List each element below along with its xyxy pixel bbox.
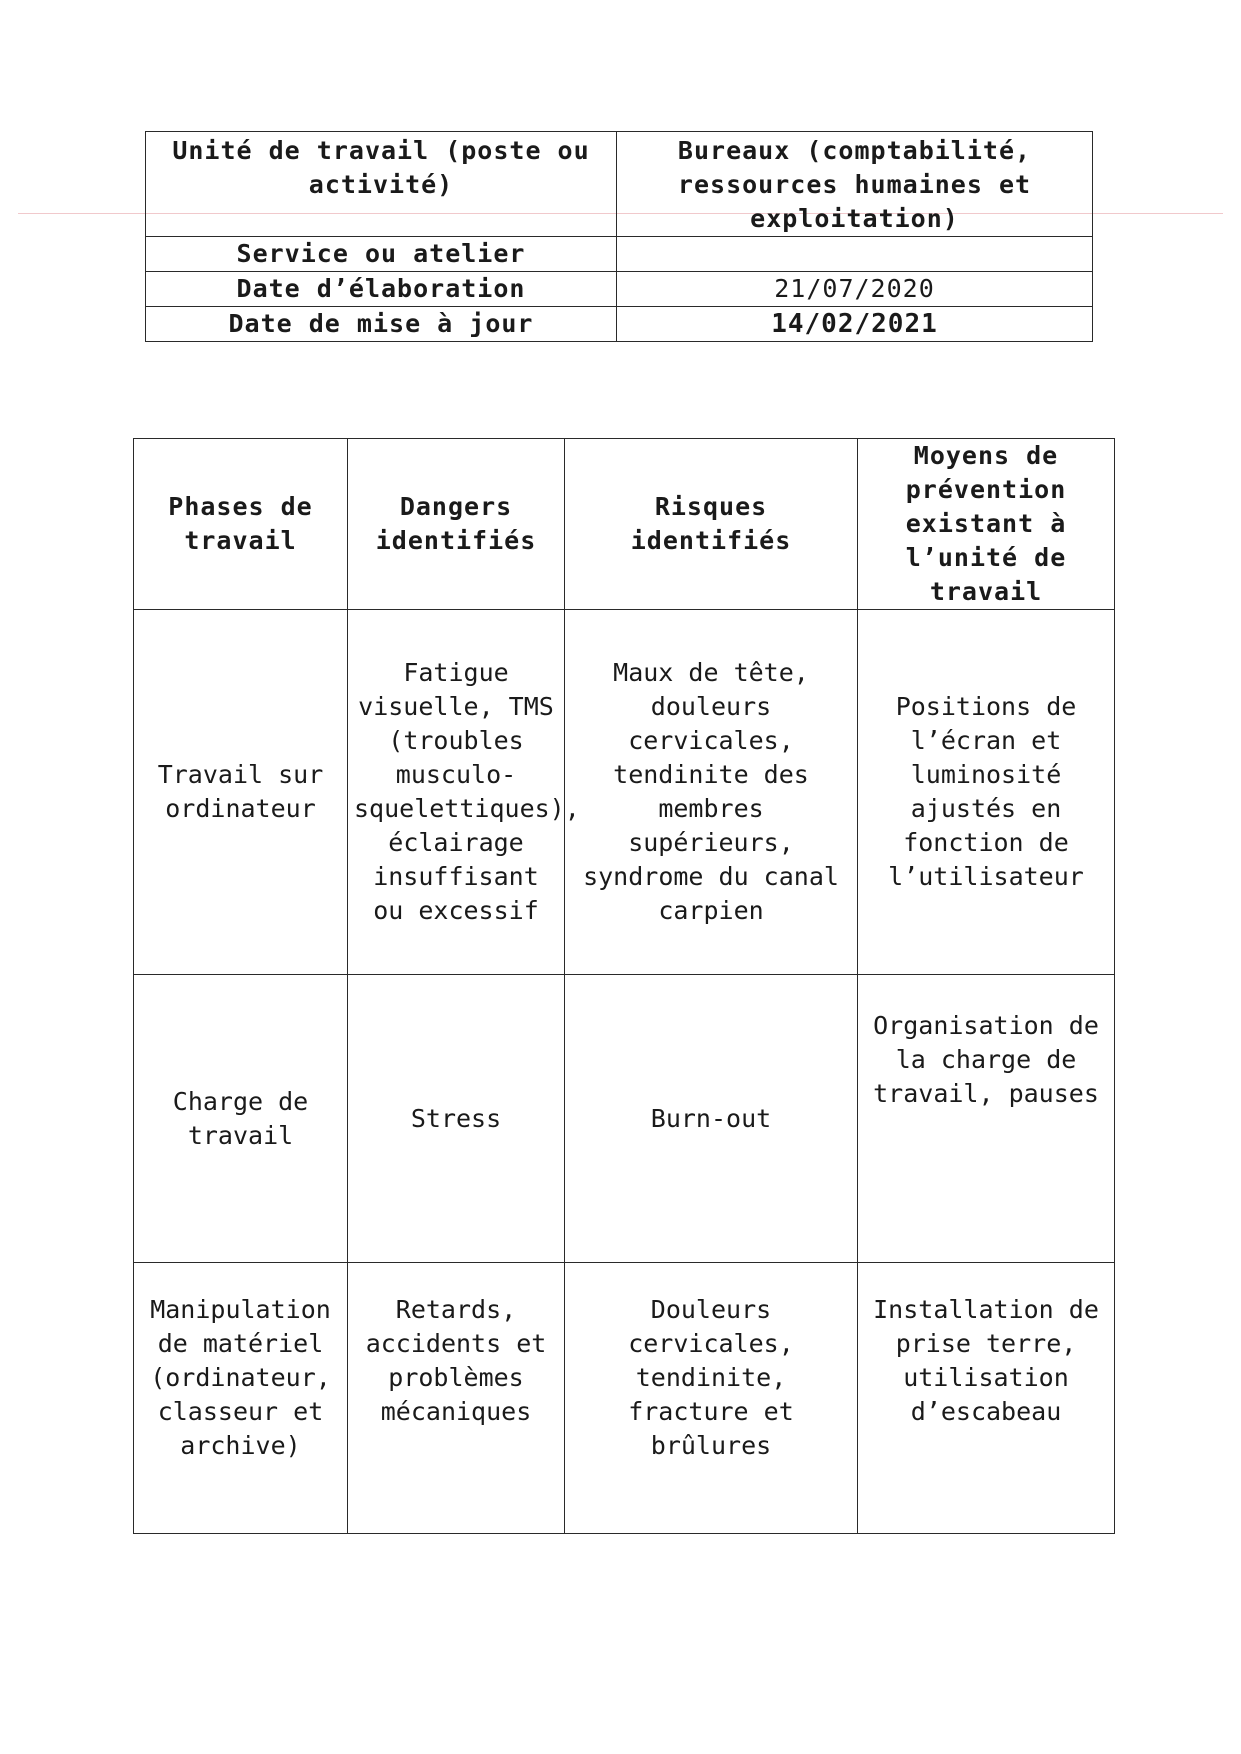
header-risks: Risques identifiés <box>565 439 858 610</box>
info-row <box>146 272 1093 307</box>
work-unit-label: Unité de travail (poste ou activité) <box>146 132 617 237</box>
cell-danger: Retards, accidents et problèmes mécaniques <box>348 1263 565 1534</box>
cell-prevention: Organisation de la charge de travail, pauses <box>858 975 1115 1263</box>
cell-danger: Stress <box>348 975 565 1263</box>
cell-prevention: Installation de prise terre, utilisation d’escabeau <box>858 1263 1115 1534</box>
creation-date-label: Date d’élaboration <box>146 272 617 307</box>
table-row <box>134 975 1115 1263</box>
work-unit-value: Bureaux (comptabilité, ressources humaines et exploitation) <box>617 132 1093 237</box>
cell-risk: Douleurs cervicales, tendinite, fracture et brûlures <box>565 1263 858 1534</box>
table-header-row <box>134 439 1115 610</box>
service-label: Service ou atelier <box>146 237 617 272</box>
table-row <box>134 610 1115 975</box>
update-date-value: 14/02/2021 <box>617 307 1093 342</box>
cell-risk: Maux de tête, douleurs cervicales, tendinite des membres supérieurs, syndrome du canal carpien <box>565 610 858 975</box>
risk-assessment-table <box>133 438 1115 1534</box>
header-dangers: Dangers identifiés <box>348 439 565 610</box>
cell-prevention: Positions de l’écran et luminosité ajustés en fonction de l’utilisateur <box>858 610 1115 975</box>
cell-phase: Travail sur ordinateur <box>134 610 348 975</box>
table-row <box>134 1263 1115 1534</box>
creation-date-value: 21/07/2020 <box>617 272 1093 307</box>
cell-phase: Charge de travail <box>134 975 348 1263</box>
info-row <box>146 307 1093 342</box>
update-date-label: Date de mise à jour <box>146 307 617 342</box>
cell-danger: Fatigue visuelle, TMS (troubles musculo-squelettiques), éclairage insuffisant ou excessif <box>348 610 565 975</box>
work-unit-info-table <box>145 131 1093 342</box>
cell-risk: Burn-out <box>565 975 858 1263</box>
header-prevention: Moyens de prévention existant à l’unité de travail <box>858 439 1115 610</box>
info-row <box>146 132 1093 237</box>
service-value <box>617 237 1093 272</box>
cell-phase: Manipulation de matériel (ordinateur, classeur et archive) <box>134 1263 348 1534</box>
header-work-phases: Phases de travail <box>134 439 348 610</box>
info-row <box>146 237 1093 272</box>
